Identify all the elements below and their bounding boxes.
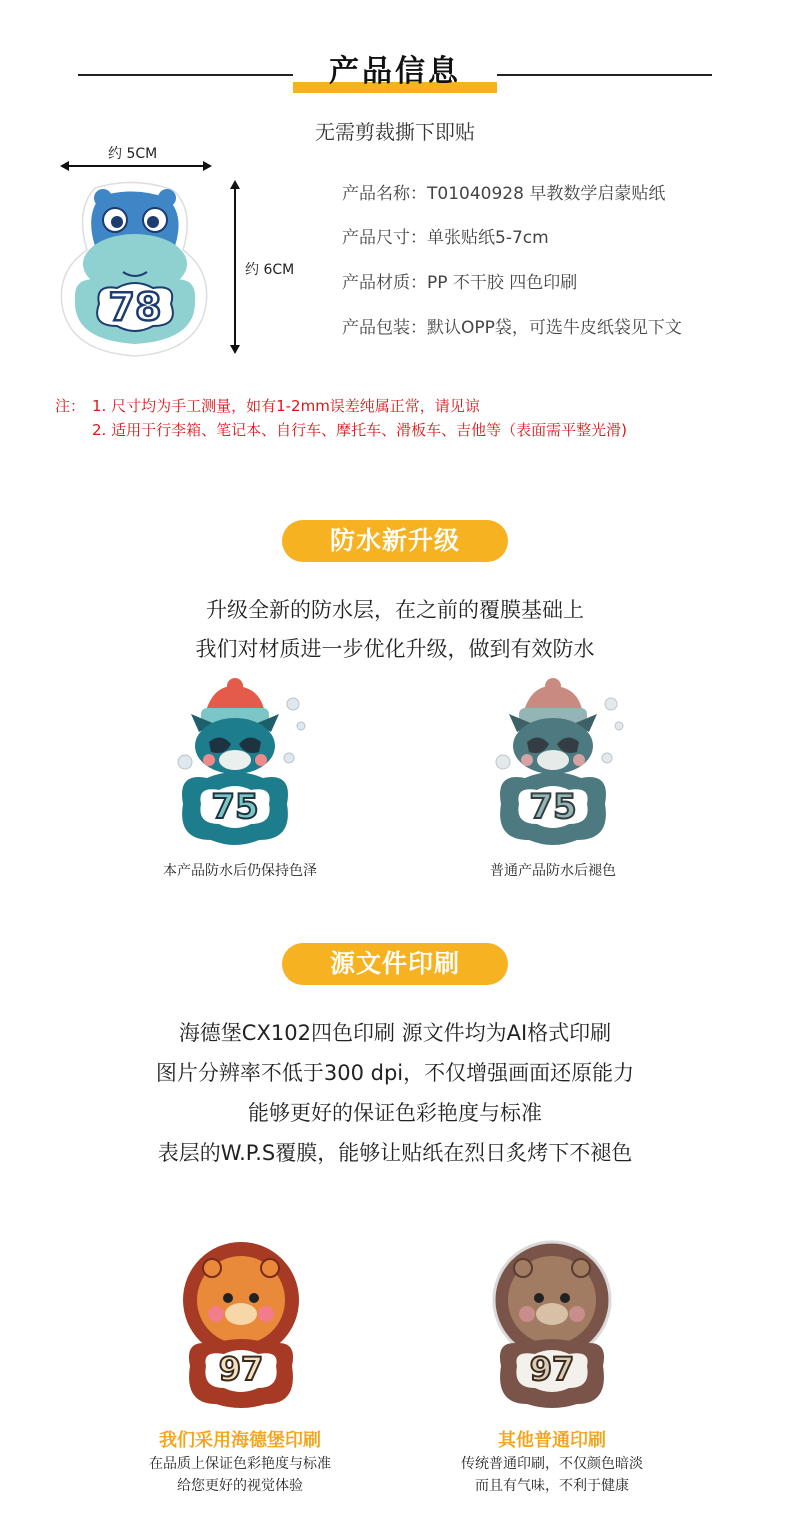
title-rule-right bbox=[497, 74, 712, 76]
printing-line-4: 表层的W.P.S覆膜，能够让贴纸在烈日炙烤下不褪色 bbox=[157, 1141, 633, 1165]
spec-package: 产品包装：默认OPP袋，可选牛皮纸袋见下文 bbox=[342, 318, 682, 338]
printing-left-sub-1: 在品质上保证色彩艳度与标准 bbox=[149, 1456, 331, 1472]
note-prefix: 注： bbox=[55, 397, 86, 415]
note-line-2: 2. 适用于行李箱、笔记本、自行车、摩托车、滑板车、吉他等（表面需平整光滑) bbox=[92, 421, 627, 439]
raccoon-sticker-faded-image bbox=[483, 680, 633, 850]
spec-name: 产品名称：T01040928 早教数学启蒙贴纸 bbox=[342, 184, 666, 204]
raccoon-faded-number: 75 bbox=[529, 787, 577, 827]
caption-waterproof-ours: 本产品防水后仍保持色泽 bbox=[163, 863, 317, 879]
printing-line-2: 图片分辨率不低于300 dpi，不仅增强画面还原能力 bbox=[155, 1061, 635, 1085]
width-arrow-icon bbox=[60, 160, 212, 172]
spec-material: 产品材质：PP 不干胶 四色印刷 bbox=[342, 273, 578, 293]
note-line-1: 1. 尺寸均为手工测量，如有1-2mm误差纯属正常，请见谅 bbox=[92, 397, 480, 415]
printing-left-sub-2: 给您更好的视觉体验 bbox=[177, 1478, 303, 1494]
lion-sticker-dull-image bbox=[487, 1240, 617, 1410]
printing-line-3: 能够更好的保证色彩艳度与标准 bbox=[248, 1101, 542, 1125]
printing-left-title: 我们采用海德堡印刷 bbox=[159, 1430, 321, 1451]
lion-dull-number: 97 bbox=[529, 1350, 575, 1388]
width-label: 约 5CM bbox=[108, 146, 158, 162]
spec-size: 产品尺寸：单张贴纸5-7cm bbox=[342, 228, 549, 248]
printing-line-1: 海德堡CX102四色印刷 源文件均为AI格式印刷 bbox=[178, 1021, 612, 1045]
hippo-sticker-image bbox=[55, 180, 215, 360]
waterproof-pill: 防水新升级 bbox=[282, 520, 508, 562]
title-rule-left bbox=[78, 74, 293, 76]
hippo-number: 78 bbox=[108, 285, 162, 329]
section-title bbox=[293, 48, 497, 96]
waterproof-line-1: 升级全新的防水层，在之前的覆膜基础上 bbox=[206, 598, 584, 622]
caption-waterproof-other: 普通产品防水后褪色 bbox=[490, 863, 616, 879]
printing-right-sub-1: 传统普通印刷，不仅颜色暗淡 bbox=[461, 1456, 643, 1472]
raccoon-sticker-vivid-image bbox=[165, 680, 315, 850]
height-label: 约 6CM bbox=[245, 262, 295, 278]
printing-right-title: 其他普通印刷 bbox=[498, 1430, 606, 1451]
lion-vivid-number: 97 bbox=[218, 1350, 264, 1388]
printing-pill: 源文件印刷 bbox=[282, 943, 508, 985]
page-title: 产品信息 bbox=[329, 54, 461, 89]
waterproof-line-2: 我们对材质进一步优化升级，做到有效防水 bbox=[195, 637, 595, 661]
printing-right-sub-2: 而且有气味，不利于健康 bbox=[475, 1478, 629, 1494]
raccoon-vivid-number: 75 bbox=[211, 787, 259, 827]
page-subtitle: 无需剪裁撕下即贴 bbox=[315, 120, 475, 144]
lion-sticker-vivid-image bbox=[176, 1240, 306, 1410]
height-arrow-icon bbox=[229, 180, 241, 354]
